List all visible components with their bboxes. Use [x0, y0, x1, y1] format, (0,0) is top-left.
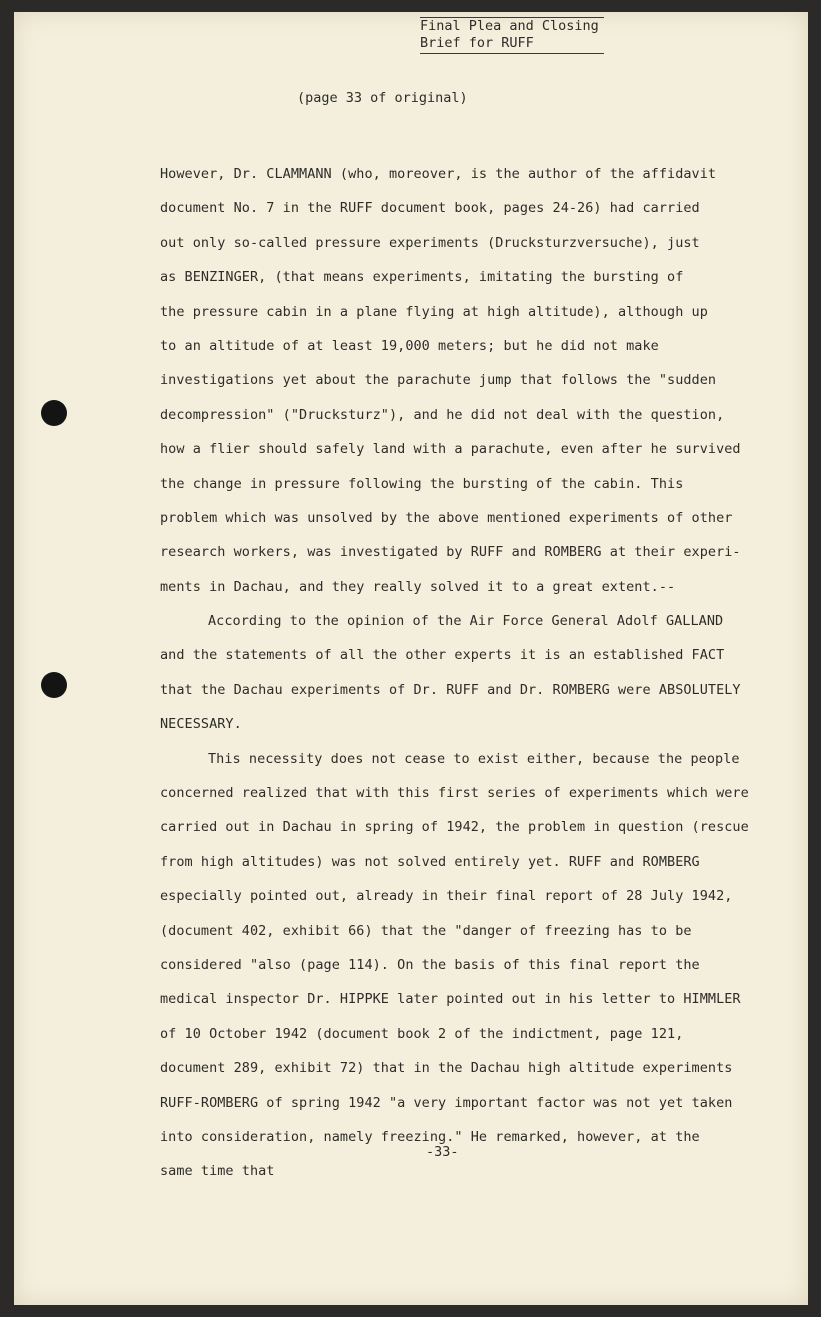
text-line: (document 402, exhibit 66) that the "danger of freezing has to be: [160, 922, 692, 939]
text-line: to an altitude of at least 19,000 meters; but he did not make: [160, 337, 659, 354]
header-subtitle: Brief for RUFF: [420, 35, 534, 51]
page-number: -33-: [426, 1144, 459, 1160]
text-line: This necessity does not cease to exist either, because the people: [208, 750, 740, 767]
text-line: out only so-called pressure experiments (Drucksturzversuche), just: [160, 234, 700, 251]
text-line: problem which was unsolved by the above mentioned experiments of other: [160, 509, 733, 526]
text-line: document 289, exhibit 72) that in the Dachau high altitude experiments: [160, 1060, 733, 1077]
document-page: [14, 12, 808, 1305]
text-line: of 10 October 1942 (document book 2 of the indictment, page 121,: [160, 1025, 684, 1042]
text-line: into consideration, namely freezing." He remarked, however, at the: [160, 1128, 700, 1145]
text-line: as BENZINGER, (that means experiments, imitating the bursting of: [160, 269, 684, 286]
punch-hole: [41, 400, 67, 426]
page-reference: (page 33 of original): [297, 90, 468, 106]
text-line: the pressure cabin in a plane flying at high altitude), although up: [160, 303, 708, 320]
text-line: According to the opinion of the Air Force General Adolf GALLAND: [208, 613, 724, 630]
text-line: especially pointed out, already in their final report of 28 July 1942,: [160, 888, 733, 905]
punch-hole: [41, 672, 67, 698]
text-line: carried out in Dachau in spring of 1942, the problem in question (rescue: [160, 819, 749, 836]
text-line: However, Dr. CLAMMANN (who, moreover, is the author of the affidavit: [160, 166, 717, 182]
body-text: [160, 157, 760, 1189]
text-line: same time that: [160, 1163, 275, 1180]
text-line: and the statements of all the other experts it is an established FACT: [160, 647, 725, 664]
text-line: that the Dachau experiments of Dr. RUFF and Dr. ROMBERG were ABSOLUTELY: [160, 681, 741, 698]
text-line: medical inspector Dr. HIPPKE later pointed out in his letter to HIMMLER: [160, 991, 741, 1008]
text-line: the change in pressure following the bursting of the cabin. This: [160, 475, 684, 492]
text-line: ments in Dachau, and they really solved it to a great extent.--: [160, 578, 676, 595]
text-line: investigations yet about the parachute jump that follows the "sudden: [160, 372, 717, 389]
text-line: NECESSARY.: [160, 716, 242, 733]
header-title: Final Plea and Closing: [420, 18, 599, 34]
text-line: RUFF-ROMBERG of spring 1942 "a very important factor was not yet taken: [160, 1094, 733, 1111]
text-line: document No. 7 in the RUFF document book, pages 24-26) had carried: [160, 200, 700, 217]
text-line: concerned realized that with this first series of experiments which were: [160, 785, 749, 802]
text-line: decompression" ("Drucksturz"), and he did not deal with the question,: [160, 406, 725, 423]
text-line: how a flier should safely land with a parachute, even after he survived: [160, 441, 741, 458]
document-header: [420, 18, 604, 52]
text-line: from high altitudes) was not solved entirely yet. RUFF and ROMBERG: [160, 853, 700, 870]
text-line: considered "also (page 114). On the basis of this final report the: [160, 956, 700, 973]
text-line: research workers, was investigated by RUFF and ROMBERG at their experi-: [160, 544, 741, 561]
header-rule: [420, 53, 604, 54]
